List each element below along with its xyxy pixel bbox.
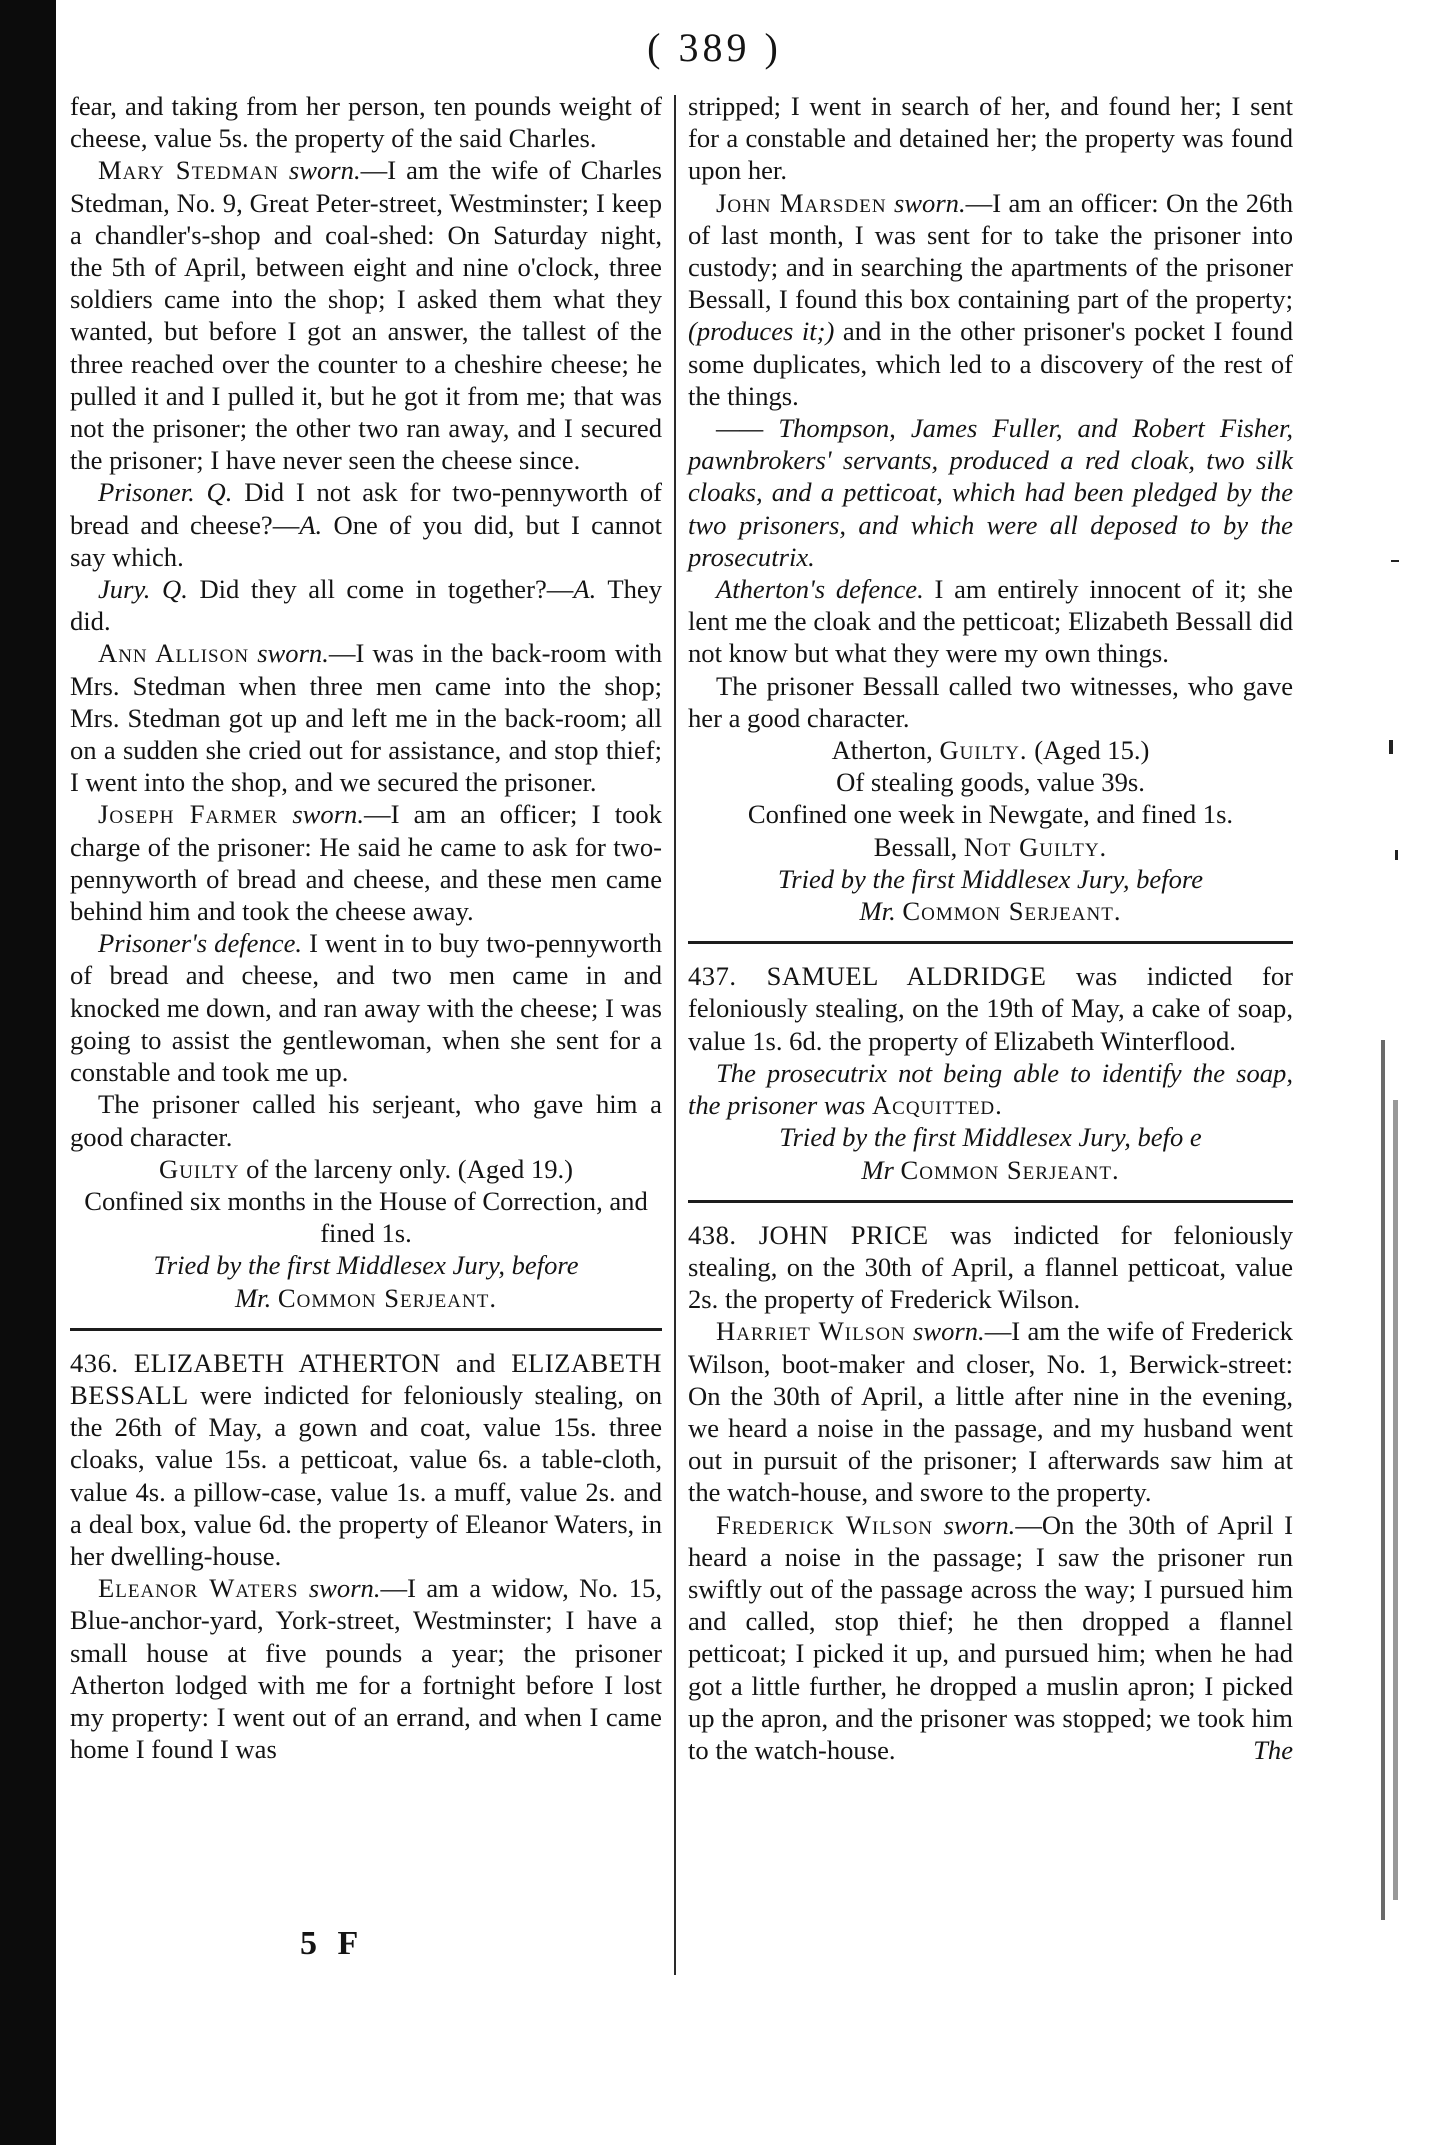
verdict-line: Bessall, Not Guilty. (873, 831, 1108, 862)
offence-line: Of stealing goods, value 39s. (836, 767, 1145, 798)
case-separator-rule (70, 1328, 662, 1331)
case-437-note: The prosecutrix not being able to identify the soap, the prisoner was Acquitted. (688, 1057, 1293, 1121)
pawnbrokers-note: —— Thompson, James Fuller, and Robert Fisher, pawnbrokers' servants, produced a red cloak, two silk cloaks, and a petticoat, which had been pledged by the two prisoners, and which were all deposed to by the prosecutrix. (688, 413, 1293, 572)
case-437-indictment: 437. SAMUEL ALDRIDGE was indicted for feloniously stealing, on the 19th of May, a cake of soap, value 1s. 6d. the property of Elizabeth Winterflood. (688, 961, 1294, 1056)
atherton-defence: Atherton's defence. I am entirely innocent of it; she lent me the cloak and the petticoat; Elizabeth Bessall did not know but what they were my own things. (688, 574, 1293, 669)
text-paragraph: stripped; I went in search of her, and found her; I sent for a constable and detained her; the property was found upon her. (688, 91, 1293, 186)
jury-question: Jury. Q. Did they all come in together?—A. They did. (70, 574, 663, 637)
character-witness: The prisoner called his serjeant, who gave him a good character. (70, 1089, 662, 1152)
facing-page-edge (1369, 0, 1429, 2145)
case-438-indictment: 438. JOHN PRICE was indicted for feloniously stealing, on the 30th of April, a flannel petticoat, value 2s. the property of Frederick Wilson. (688, 1219, 1293, 1315)
character-witness: The prisoner Bessall called two witnesses, who gave her a good character. (688, 670, 1293, 733)
testimony-ann-allison: Ann Allison sworn.—I was in the back-room with Mrs. Stedman when three men came into the shop; Mrs. Stedman got up and left me in the back-room; all on a sudden she cried out for assistance, and stop thief; I went into the shop, and we secured the prisoner. (70, 638, 662, 798)
verdict-line: Guilty of the larceny only. (Aged 19.) (159, 1153, 573, 1184)
right-column (688, 90, 1293, 1766)
testimony-joseph-farmer: Joseph Farmer sworn.—I am an officer; I took charge of the prisoner: He said he came to ask for two-pennyworth of bread and cheese, and these men came behind him and took the cheese away. (70, 799, 663, 927)
testimony-frederick-wilson: Frederick Wilson sworn.—On the 30th of April I heard a noise in the passage; I saw the prisoner run swiftly out of the passage across the way; I pursued him and called, stop thief; he then dropped a flannel petticoat; I picked it up, and pursued him; when he had got a little further, he dropped a muslin apron; I picked up the apron, and the prisoner was stopped; we took him to the watch-house. The (688, 1509, 1293, 1765)
case-separator-rule (688, 1200, 1293, 1203)
text-paragraph: fear, and taking from her person, ten pounds weight of cheese, value 5s. the property of the said Charles. (70, 91, 662, 154)
tried-by-line: Tried by the first Middlesex Jury, before Mr. Common Serjeant. (153, 1250, 579, 1313)
verdict-line: Atherton, Guilty. (Aged 15.) (831, 735, 1150, 766)
testimony-john-marsden: John Marsden sworn.—I am an officer: On the 26th of last month, I was sent for to take the prisoner into custody; and in searching the apartments of the prisoner Bessall, I found this box containing part of the property; (produces it;) and in the other prisoner's pocket I found some duplicates, which led to a discovery of the rest of the things. (688, 187, 1294, 411)
signature-mark: 5 F (300, 1925, 365, 1962)
testimony-eleanor-waters: Eleanor Waters sworn.—I am a widow, No. 15, Blue-anchor-yard, York-street, Westminster; I have a small house at five pounds a year; the prisoner Atherton lodged with me for a fortnight before I lost my property: I went out of an errand, and when I came home I found I was (70, 1573, 662, 1765)
prisoner-defence: Prisoner's defence. I went in to buy two-pennyworth of bread and cheese, and two men came in and knocked me down, and ran away with the cheese; I was going to assist the gentlewoman, when she sent for a constable and took me up. (70, 928, 663, 1088)
testimony-harriet-wilson: Harriet Wilson sworn.—I am the wife of Frederick Wilson, boot-maker and closer, No. 1, Berwick-street: On the 30th of April, a little after nine in the evening, we heard a noise in the passage, and my husband went out in pursuit of the prisoner; I afterwards saw him at the watch-house, and swore to the property. (688, 1316, 1293, 1508)
catchword: The (1253, 1734, 1293, 1765)
case-separator-rule (688, 941, 1293, 944)
column-divider (674, 95, 676, 1975)
page-number: ( 389 ) (647, 25, 782, 70)
testimony-mary-stedman: Mary Stedman sworn.—I am the wife of Charles Stedman, No. 9, Great Peter-street, Westminster; I keep a chandler's-shop and coal-shed: On Saturday night, the 5th of April, between eight and nine o'clock, three soldiers came into the shop; I asked them what they wanted, but before I got an answer, the tallest of the three reached over the counter to a cheshire cheese; he pulled it and I pulled it, but he got it from me; that was not the prisoner; the other two ran away, and I secured the prisoner; I have never seen the cheese since. (70, 155, 663, 476)
case-436-indictment: 436. ELIZABETH ATHERTON and ELIZABETH BESSALL were indicted for feloniously stealing, on the 26th of May, a gown and coat, value 15s. three cloaks, value 15s. a petticoat, value 6s. a table-cloth, value 4s. a pillow-case, value 1s. a muff, value 2s. and a deal box, value 6d. the property of Eleanor Waters, in her dwelling-house. (70, 1347, 662, 1571)
tried-by-line: Tried by the first Middlesex Jury, before Mr. Common Serjeant. (777, 863, 1204, 927)
sentence-line: Confined one week in Newgate, and fined 1s. (747, 799, 1234, 830)
sentence-line: Confined six months in the House of Correction, and fined 1s. (84, 1185, 648, 1249)
prisoner-question: Prisoner. Q. Did I not ask for two-pennyworth of bread and cheese?—A. One of you did, but I cannot say which. (70, 477, 662, 572)
left-column (70, 90, 662, 1765)
tried-by-line: Tried by the first Middlesex Jury, befo e Mr Common Serjeant. (779, 1122, 1202, 1185)
book-binding-shadow (0, 0, 56, 2145)
